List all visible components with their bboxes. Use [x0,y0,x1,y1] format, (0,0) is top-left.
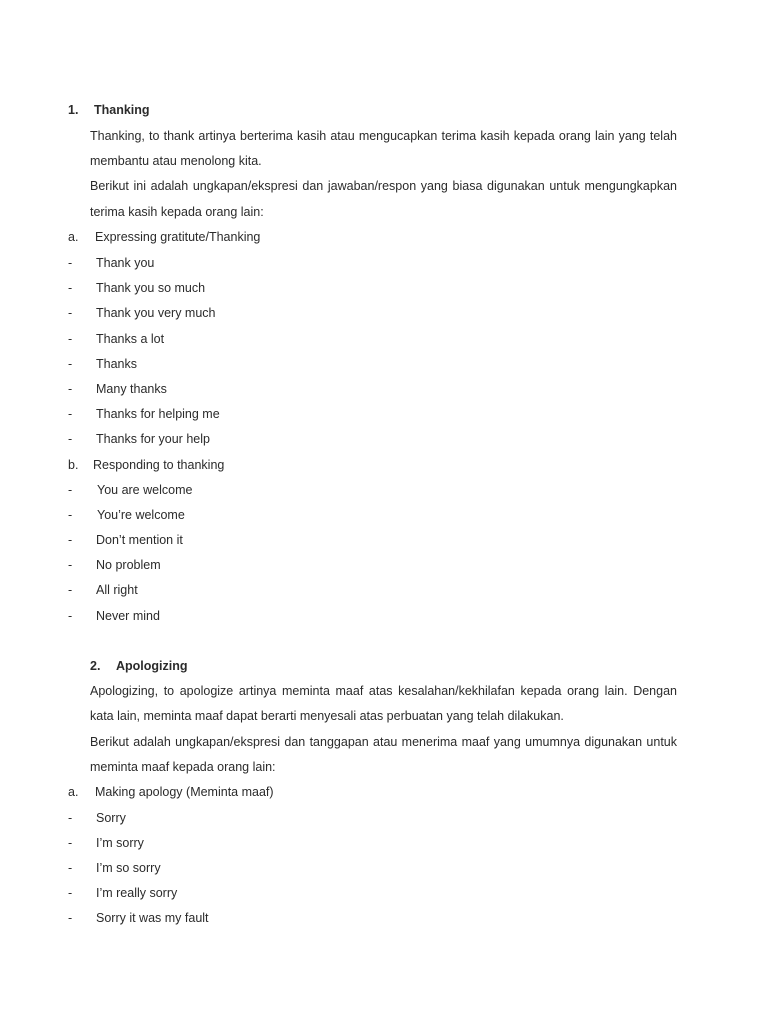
list-item: Thank you very much [96,306,216,320]
section-2-paragraph-line: kata lain, meminta maaf dapat berarti menyesali atas perbuatan yang telah dilakukan. [90,709,564,723]
section-2-paragraph-line: meminta maaf kepada orang lain: [90,760,276,774]
section-1-paragraph-line: terima kasih kepada orang lain: [90,205,264,219]
bullet-dash: - [68,533,73,547]
list-item: All right [96,583,138,597]
group-a-title: Expressing gratitute/Thanking [95,230,261,244]
group-a-title: Making apology (Meminta maaf) [95,785,274,799]
list-item: Thank you [96,256,155,270]
bullet-dash: - [68,811,73,825]
bullet-dash: - [68,483,73,497]
bullet-dash: - [68,256,73,270]
group-b-marker: b. [68,458,79,472]
bullet-dash: - [68,332,73,346]
bullet-dash: - [68,357,73,371]
section-1-heading: Thanking [94,103,150,117]
group-a-marker: a. [68,230,79,244]
section-2-number: 2. [90,659,101,673]
list-item: I’m really sorry [96,886,178,900]
section-2-heading: Apologizing [116,659,188,673]
group-b-title: Responding to thanking [93,458,225,472]
list-item: Sorry it was my fault [96,911,209,925]
bullet-dash: - [68,583,73,597]
section-2-paragraph-line: Apologizing, to apologize artinya meminta maaf atas kesalahan/kekhilafan kepada orang lain. Dengan [90,684,677,698]
section-1-paragraph-line: Berikut ini adalah ungkapan/ekspresi dan jawaban/respon yang biasa digunakan untuk mengungkapkan [90,179,677,193]
list-item: No problem [96,558,161,572]
section-1-number: 1. [68,103,79,117]
bullet-dash: - [68,306,73,320]
list-item: Thank you so much [96,281,206,295]
section-1-paragraph-line: Thanking, to thank artinya berterima kasih atau mengucapkan terima kasih kepada orang lain yang telah [90,129,677,143]
section-1-paragraph-line: membantu atau menolong kita. [90,154,262,168]
bullet-dash: - [68,861,73,875]
list-item: Don’t mention it [96,533,183,547]
list-item: I’m so sorry [96,861,161,875]
bullet-dash: - [68,382,73,396]
bullet-dash: - [68,609,73,623]
list-item: Thanks for helping me [96,407,220,421]
list-item: You are welcome [97,483,193,497]
list-item: Thanks [96,357,137,371]
bullet-dash: - [68,432,73,446]
bullet-dash: - [68,836,73,850]
section-2-paragraph-line: Berikut adalah ungkapan/ekspresi dan tanggapan atau menerima maaf yang umumnya digunakan untuk [90,735,677,749]
bullet-dash: - [68,281,73,295]
bullet-dash: - [68,911,73,925]
list-item: Never mind [96,609,160,623]
list-item: Thanks for your help [96,432,210,446]
list-item: I’m sorry [96,836,144,850]
bullet-dash: - [68,508,73,522]
list-item: Thanks a lot [96,332,165,346]
group-a-marker: a. [68,785,79,799]
bullet-dash: - [68,407,73,421]
list-item: You’re welcome [97,508,185,522]
bullet-dash: - [68,886,73,900]
bullet-dash: - [68,558,73,572]
list-item: Sorry [96,811,126,825]
list-item: Many thanks [96,382,167,396]
